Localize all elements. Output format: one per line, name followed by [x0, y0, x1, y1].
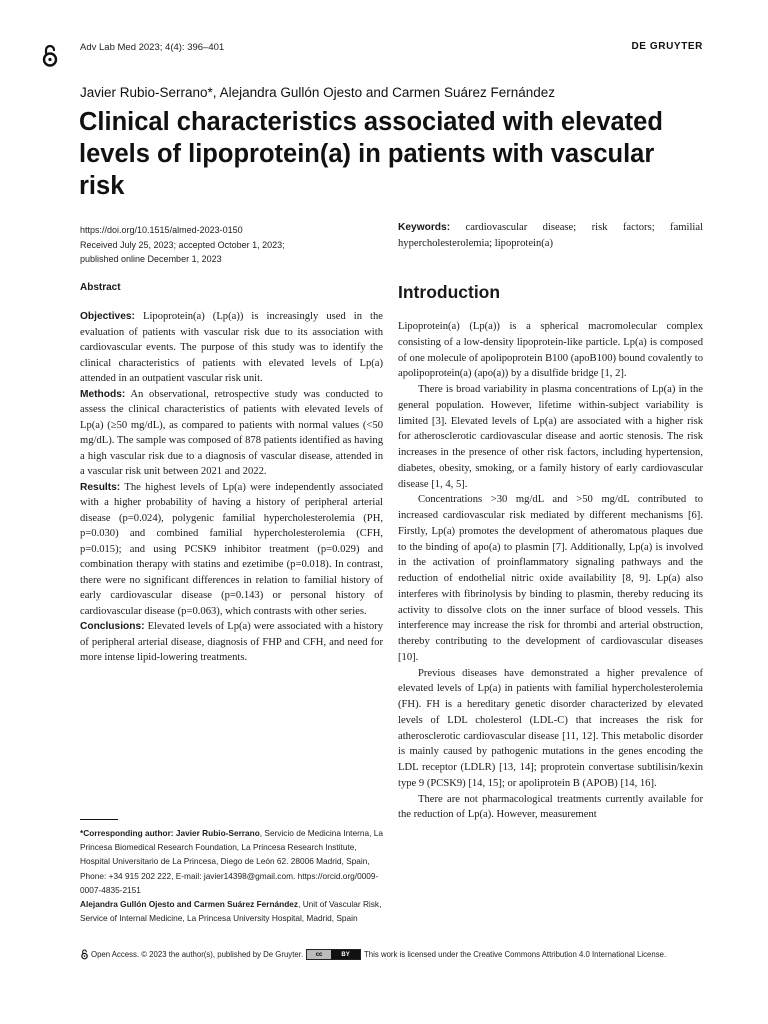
- conclusions-text: Elevated levels of Lp(a) were associated with a history of peripheral arterial disease, diagnosis of FHP and CFH, and need for more intense lipid-lowering treatments.: [80, 621, 383, 663]
- footnote-divider: [80, 819, 118, 820]
- coauthors-details: , Unit of Vascular Risk, Service of Internal Medicine, La Princesa University Hospital, Madrid, Spain: [80, 899, 382, 924]
- article-title: Clinical characteristics associated with elevated levels of lipoprotein(a) in patients with vascular risk: [79, 108, 663, 200]
- results-label: Results:: [80, 481, 121, 493]
- abstract-methods: [80, 387, 383, 480]
- license-statement: This work is licensed under the Creative Commons Attribution 4.0 International License.: [364, 950, 667, 959]
- received-date: Received July 25, 2023; accepted October 1, 2023;: [80, 239, 285, 250]
- intro-paragraph: There are not pharmacological treatments currently available for the reduction of Lp(a). However, measurement: [398, 793, 703, 821]
- results-text: The highest levels of Lp(a) were independently associated with a higher probability of having a history of peripheral arterial disease (p=0.024), polygenic familial hypercholesterolemia (PH, p=0.030) and combined familial hypercholesterolemia (CFH, p=0.015); and using PCSK9 inhibitor treatment (p=0.029) and combination therapy with statins and ezetimibe (p=0.018). In contrast, there were no significant differences in relation to familial history of early cardiovascular disease (p=0.143) or personal history of cardiovascular disease (p=0.063), which contrasts with other series.: [80, 481, 383, 617]
- coauthors: [80, 897, 385, 925]
- publisher-logo[interactable]: DE GRUYTER: [631, 41, 703, 52]
- corresponding-author: [80, 826, 385, 897]
- cc-icon: cc: [307, 950, 331, 959]
- author-list: Javier Rubio-Serrano*, Alejandra Gullón Ojesto and Carmen Suárez Fernández: [80, 85, 556, 100]
- conclusions-label: Conclusions:: [80, 621, 145, 632]
- license-line: [80, 949, 666, 960]
- doi-link[interactable]: https://doi.org/10.1515/almed-2023-0150: [80, 225, 243, 235]
- abstract-heading: Abstract: [80, 282, 121, 293]
- introduction-heading: Introduction: [398, 282, 501, 302]
- abstract-body: [80, 309, 383, 666]
- methods-text: An observational, retrospective study was conducted to assess the clinical characteristics of patients with elevated levels of Lp(a) (≥50 mg/dL), as compared to patients with normal values (<50 mg/dL). The sample was composed of 878 patients identified as having a high vascular risk due to a diagnosis of vascular disease, attended in a vascular risk unit between 2021 and 2022.: [80, 388, 383, 477]
- keywords: [398, 220, 703, 251]
- journal-citation: Adv Lab Med 2023; 4(4): 396–401: [80, 42, 225, 53]
- abstract-results: [80, 480, 383, 620]
- corresponding-author-details: , Servicio de Medicina Interna, La Princesa Biomedical Research Foundation, La Princesa Research Institute, Hospital Universitario de La Princesa, Diego de León 62. 28006 Madrid, Spain, Phone: +34 915 202 222, E-mail: javier14398@gmail.com. https://orcid.org/0009-0007-4835-2151: [80, 828, 383, 895]
- cc-by-badge[interactable]: [306, 949, 361, 960]
- corresponding-author-label: *Corresponding author: Javier Rubio-Serrano: [80, 828, 260, 838]
- abstract-objectives: [80, 309, 383, 387]
- methods-label: Methods:: [80, 388, 126, 400]
- coauthors-label: Alejandra Gullón Ojesto and Carmen Suárez Fernández: [80, 899, 299, 910]
- article-meta: [80, 223, 285, 267]
- open-access-icon: [80, 949, 89, 960]
- intro-paragraph: There is broad variability in plasma concentrations of Lp(a) in the general population. However, lifetime within-subject variability is limited [3]. Elevated levels of Lp(a) are associated with a higher risk for atherosclerotic cardiovascular disease and aortic stenosis. The risk increases in the presence of other risk factors, including hypertension, diabetes, obesity, smoking, or a family history of early cardiovascular disease [1, 4, 5].: [398, 384, 703, 490]
- by-icon: BY: [331, 950, 360, 959]
- open-access-icon: [40, 44, 60, 68]
- keywords-label: Keywords:: [398, 222, 451, 233]
- keywords-text: cardiovascular disease; risk factors; familial hypercholesterolemia; lipoprotein(a): [398, 222, 703, 249]
- intro-paragraph: Previous diseases have demonstrated a higher prevalence of elevated levels of Lp(a) in patients with familial hypercholesterolemia (FH). FH is a hereditary genetic disorder characterized by elevated levels of LDL cholesterol (LDL-C) that increases the risk for atherosclerotic cardiovascular disease [11, 12]. This metabolic disorder is mainly caused by pathogenic mutations in the genes encoding the LDL receptor (LDLR) [13, 14]; proprotein convertase subtilisin/kexin type 9 (PCSK9) [14, 15]; or apoliprotein B (APOB) [14, 16].: [398, 667, 703, 789]
- open-access-statement: Open Access. © 2023 the author(s), published by De Gruyter.: [91, 950, 304, 959]
- objectives-label: Objectives:: [80, 311, 135, 322]
- intro-paragraph: Lipoprotein(a) (Lp(a)) is a spherical macromolecular complex consisting of a low-density lipoprotein-like particle. Lp(a) is composed of one molecule of apolipoprotein B100 (apoB100) bound covalently to apolipoprotein(a) (apo(a)) by a disulfide bridge [1, 2].: [398, 321, 703, 380]
- objectives-text: Lipoprotein(a) (Lp(a)) is increasingly used in the evaluation of patients with vascular risk due to its association with cardiovascular events. The purpose of this study was to identify the clinical characteristics of patients with elevated levels of Lp(a) attended in an outpatient vascular risk unit.: [80, 311, 383, 384]
- corresponding-author-footnote: [80, 826, 385, 925]
- intro-paragraph: Concentrations >30 mg/dL and >50 mg/dL contributed to increased cardiovascular risk mediated by different mechanisms [6]. Firstly, Lp(a) promotes the development of atheromatous plaques due to the binding of apo(a) to plasmin [7]. Additionally, Lp(a) is involved in the activation of proinflammatory signaling pathways and the reduction of endothelial nitric oxide availability [8, 9]. Lp(a) also interferes with fibrinolysis by binding to plasmin, thereby reducing its activity to dissolve clots on the inner surface of blood vessels. This interference may increase the risk for thrombi and arterial obstruction, thereby contributing to the development of cardiovascular diseases [10].: [398, 494, 703, 663]
- abstract-conclusions: [80, 619, 383, 666]
- introduction-body: [398, 319, 703, 823]
- published-date: published online December 1, 2023: [80, 254, 222, 264]
